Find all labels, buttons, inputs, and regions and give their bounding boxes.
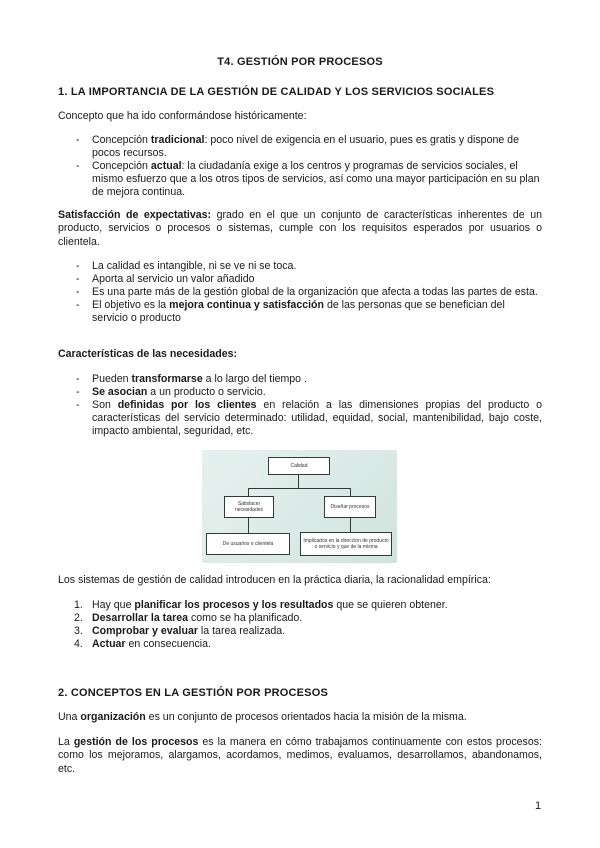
- page-number: 1: [535, 800, 542, 812]
- needs-list: [58, 373, 542, 438]
- list-item: - Concepción tradicional: poco nivel de exigencia en el usuario, pues es gratis y dispone de pocos recursos.: [58, 134, 542, 160]
- gestion-paragraph: La gestión de los procesos es la manera en cómo trabajamos continuamente con estos procesos: como los mejoramos, alargamos, acordamos, medimos, evaluamos, desarrollamos, abandonamos, etc.: [58, 736, 542, 775]
- diagram-node-right-child: Implicados en la dirección de producto o servicio y que de la misma: [300, 532, 392, 556]
- concept-intro: Concepto que ha ido conformándose históricamente:: [58, 110, 307, 122]
- diagram-connector: [350, 488, 351, 496]
- list-item: 4. Actuar en consecuencia.: [74, 637, 211, 650]
- document-title: T4. GESTIÓN POR PROCESOS: [217, 56, 383, 68]
- list-item: - Es una parte más de la gestión global de la organización que afecta a todas las partes de esta.: [58, 286, 542, 299]
- diagram-connector: [298, 475, 299, 488]
- diagram-connector: [350, 518, 351, 533]
- list-item: - El objetivo es la mejora continua y satisfacción de las personas que se benefician del servicio o producto: [58, 299, 542, 325]
- section-2-heading: 2. CONCEPTOS EN LA GESTIÓN POR PROCESOS: [58, 687, 329, 699]
- quality-diagram: [202, 450, 397, 563]
- list-item: - Son definidas por los clientes en relación a las dimensiones propias del producto o características del servicio determinado: utilidad, equidad, social, mantenibilidad, bajo coste, impacto ambiental, seguridad, etc.: [58, 399, 542, 438]
- quality-list: [58, 260, 542, 325]
- satisfaccion-paragraph: Satisfacción de expectativas: grado en el que un conjunto de características inherentes de un producto, servicios o procesos o sistemas, cumple con los requisitos esperados por usuarios o clientela.: [58, 209, 543, 248]
- diagram-node-left-child: De usuarios o clientela: [206, 533, 290, 555]
- diagram-connector: [248, 518, 249, 533]
- organization-paragraph: Una organización es un conjunto de procesos orientados hacia la misión de la misma.: [58, 711, 467, 723]
- list-item: 2. Desarrollar la tarea como se ha planificado.: [74, 611, 303, 624]
- diagram-connector: [248, 488, 351, 489]
- list-item: 1. Hay que planificar los procesos y los resultados que se quieren obtener.: [74, 599, 448, 611]
- diagram-node-right: Diseñar procesos: [324, 496, 376, 518]
- needs-heading: Características de las necesidades:: [58, 348, 238, 360]
- concepts-list: [58, 134, 542, 199]
- list-item: - Pueden transformarse a lo largo del tiempo .: [58, 373, 542, 386]
- list-item: - Se asocian a un producto o servicio.: [58, 386, 542, 399]
- section-1-heading: 1. LA IMPORTANCIA DE LA GESTIÓN DE CALIDAD Y LOS SERVICIOS SOCIALES: [58, 86, 495, 98]
- list-item: - Concepción actual: la ciudadanía exige a los centros y programas de servicios sociales, el mismo esfuerzo que a los otros tipos de servicios, así como una mayor participación en su plan de mejora continua.: [58, 160, 542, 199]
- systems-intro: Los sistemas de gestión de calidad introducen en la práctica diaria, la racionalidad empírica:: [58, 574, 491, 586]
- diagram-node-root: Calidad: [268, 457, 330, 475]
- diagram-node-left: Satisfacer necesidades: [224, 496, 274, 518]
- steps-list: [58, 599, 542, 651]
- list-item: - Aporta al servicio un valor añadido: [58, 273, 542, 286]
- diagram-connector: [248, 488, 249, 496]
- list-item: - La calidad es intangible, ni se ve ni se toca.: [58, 260, 542, 273]
- list-item: 3. Comprobar y evaluar la tarea realizada.: [74, 624, 286, 637]
